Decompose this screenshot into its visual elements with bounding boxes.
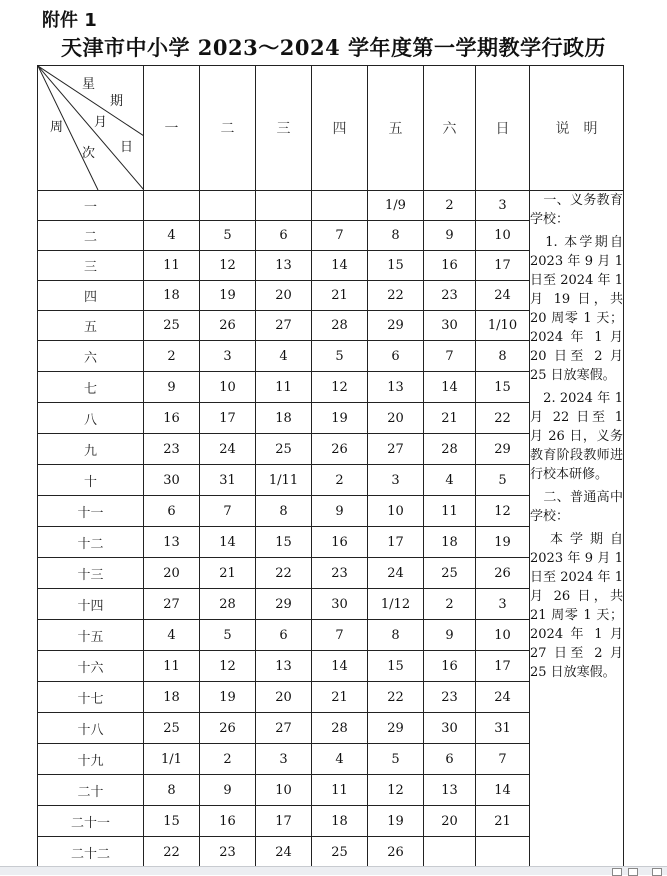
week-label: 五 [38,311,144,341]
date-cell: 12 [312,372,368,403]
date-cell: 24 [476,682,530,713]
date-cell: 11 [144,251,200,281]
date-cell: 15 [144,806,200,837]
date-cell: 7 [312,620,368,651]
date-cell: 3 [476,191,530,221]
date-cell: 7 [476,744,530,775]
week-label: 二 [38,221,144,251]
date-cell: 29 [368,311,424,341]
date-cell: 24 [368,558,424,589]
week-label: 一 [38,191,144,221]
date-cell: 6 [256,620,312,651]
date-cell: 4 [424,465,476,496]
date-cell: 21 [312,281,368,311]
date-cell: 7 [312,221,368,251]
day-header-thu: 四 [312,66,368,191]
date-cell: 13 [144,527,200,558]
date-cell: 19 [200,682,256,713]
date-cell: 22 [476,403,530,434]
date-cell: 9 [424,620,476,651]
week-label: 十二 [38,527,144,558]
day-header-tue: 二 [200,66,256,191]
date-cell: 11 [144,651,200,682]
date-cell: 3 [368,465,424,496]
date-cell: 1/10 [476,311,530,341]
date-cell: 5 [200,620,256,651]
date-cell: 25 [144,311,200,341]
note-paragraph: 本学期自 2023 年 9 月 1 日至 2024 年 1 月 26 日，共 21 周零 1 天；2024 年 1 月 27 日至 2 月 25 日放寒假。 [530,532,623,680]
date-cell: 13 [256,651,312,682]
date-cell: 1/12 [368,589,424,620]
date-cell: 31 [200,465,256,496]
notes-cell [530,191,624,868]
date-cell: 16 [144,403,200,434]
date-cell: 4 [144,221,200,251]
date-cell: 17 [368,527,424,558]
date-cell: 7 [424,341,476,372]
date-cell: 8 [368,221,424,251]
date-cell: 25 [256,434,312,465]
date-cell [200,191,256,221]
date-cell: 20 [256,682,312,713]
week-label: 四 [38,281,144,311]
date-cell: 4 [256,341,312,372]
calendar-table [37,65,624,868]
day-header-sat: 六 [424,66,476,191]
week-label: 二十一 [38,806,144,837]
date-cell: 31 [476,713,530,744]
date-cell: 28 [312,311,368,341]
date-cell: 2 [144,341,200,372]
date-cell: 9 [144,372,200,403]
date-cell: 21 [312,682,368,713]
date-cell: 28 [312,713,368,744]
week-label: 十四 [38,589,144,620]
date-cell: 5 [368,744,424,775]
date-cell: 28 [200,589,256,620]
week-label: 十五 [38,620,144,651]
date-cell: 6 [256,221,312,251]
date-cell: 2 [424,191,476,221]
date-cell [476,837,530,868]
week-label: 九 [38,434,144,465]
date-cell: 24 [256,837,312,868]
corner-label-qi: 期 [110,94,124,109]
date-cell [424,837,476,868]
day-header-wed: 三 [256,66,312,191]
date-cell: 8 [144,775,200,806]
week-label: 二十二 [38,837,144,868]
date-cell: 29 [256,589,312,620]
note-paragraph: 一、义务教育学校： [530,193,623,227]
date-cell: 18 [144,281,200,311]
date-cell: 23 [200,837,256,868]
date-cell [144,191,200,221]
date-cell: 3 [256,744,312,775]
page-view-icon[interactable] [612,868,622,876]
date-cell: 16 [200,806,256,837]
week-label: 十一 [38,496,144,527]
date-cell: 15 [368,651,424,682]
layout-icon[interactable] [652,868,662,876]
corner-header [38,66,144,191]
date-cell: 27 [256,713,312,744]
note-paragraph: 1. 本学期自 2023 年 9 月 1 日至 2024 年 1 月 19 日，共 20 周零 1 天；2024 年 1 月 20 日至 2 月 25 日放寒假。 [530,235,623,383]
date-cell: 9 [312,496,368,527]
date-cell: 30 [424,311,476,341]
attachment-label: 附件 1 [42,10,97,31]
date-cell: 1/11 [256,465,312,496]
date-cell: 22 [256,558,312,589]
date-cell: 18 [144,682,200,713]
date-cell: 6 [144,496,200,527]
date-cell: 24 [200,434,256,465]
week-label: 十八 [38,713,144,744]
date-cell: 21 [424,403,476,434]
week-label: 十九 [38,744,144,775]
date-cell: 10 [476,620,530,651]
date-cell [256,191,312,221]
date-cell: 23 [144,434,200,465]
date-cell: 2 [200,744,256,775]
date-cell: 19 [368,806,424,837]
week-label: 七 [38,372,144,403]
date-cell: 26 [200,713,256,744]
date-cell: 14 [312,251,368,281]
date-cell: 1/9 [368,191,424,221]
date-cell: 13 [368,372,424,403]
date-cell: 18 [312,806,368,837]
date-cell: 10 [256,775,312,806]
date-cell: 12 [368,775,424,806]
date-cell: 19 [312,403,368,434]
date-cell: 23 [424,281,476,311]
date-cell: 11 [312,775,368,806]
date-cell: 17 [476,251,530,281]
date-cell: 15 [476,372,530,403]
date-cell: 11 [256,372,312,403]
date-cell: 11 [424,496,476,527]
date-cell: 3 [476,589,530,620]
date-cell: 14 [476,775,530,806]
week-label: 十六 [38,651,144,682]
date-cell: 5 [200,221,256,251]
date-cell: 19 [476,527,530,558]
date-cell: 27 [256,311,312,341]
date-cell: 5 [312,341,368,372]
date-cell: 30 [312,589,368,620]
date-cell: 21 [476,806,530,837]
note-paragraph: 2. 2024 年 1 月 22 日至 1 月 26 日，义务教育阶段教师进行校本研修。 [530,391,623,482]
date-cell: 3 [200,341,256,372]
week-label: 三 [38,251,144,281]
date-cell: 10 [368,496,424,527]
date-cell: 8 [368,620,424,651]
notes-header: 说 明 [530,66,624,191]
corner-label-ri: 日 [120,140,134,155]
week-row [38,191,624,221]
date-cell: 22 [144,837,200,868]
date-cell: 30 [144,465,200,496]
date-cell: 24 [476,281,530,311]
date-cell: 15 [256,527,312,558]
date-cell: 5 [476,465,530,496]
date-cell: 27 [368,434,424,465]
date-cell: 20 [144,558,200,589]
date-cell: 7 [200,496,256,527]
week-label: 六 [38,341,144,372]
week-label: 十 [38,465,144,496]
date-cell: 14 [424,372,476,403]
date-cell: 22 [368,281,424,311]
date-cell: 13 [424,775,476,806]
page-title: 天津市中小学 2023～2024 学年度第一学期教学行政历 [60,35,606,60]
date-cell: 18 [256,403,312,434]
date-cell: 28 [424,434,476,465]
date-cell: 22 [368,682,424,713]
date-cell: 20 [368,403,424,434]
date-cell: 2 [424,589,476,620]
date-cell: 14 [312,651,368,682]
week-label: 十七 [38,682,144,713]
date-cell: 30 [424,713,476,744]
date-cell: 26 [476,558,530,589]
date-cell: 26 [368,837,424,868]
date-cell: 16 [424,251,476,281]
date-cell [312,191,368,221]
date-cell: 29 [476,434,530,465]
date-cell: 6 [368,341,424,372]
date-cell: 15 [368,251,424,281]
date-cell: 16 [312,527,368,558]
corner-label-xing: 星 [82,77,96,92]
date-cell: 17 [476,651,530,682]
date-cell: 25 [312,837,368,868]
date-cell: 10 [200,372,256,403]
date-cell: 13 [256,251,312,281]
date-cell: 17 [200,403,256,434]
date-cell: 8 [256,496,312,527]
date-cell: 27 [144,589,200,620]
date-cell: 2 [312,465,368,496]
date-cell: 6 [424,744,476,775]
date-cell: 26 [312,434,368,465]
week-label: 八 [38,403,144,434]
date-cell: 25 [144,713,200,744]
date-cell: 9 [424,221,476,251]
date-cell: 12 [476,496,530,527]
date-cell: 17 [256,806,312,837]
corner-label-yue: 月 [94,115,108,130]
date-cell: 12 [200,651,256,682]
date-cell: 18 [424,527,476,558]
date-cell: 19 [200,281,256,311]
date-cell: 21 [200,558,256,589]
day-header-mon: 一 [144,66,200,191]
date-cell: 20 [256,281,312,311]
zoom-icon[interactable] [628,868,638,876]
date-cell: 8 [476,341,530,372]
date-cell: 16 [424,651,476,682]
date-cell: 9 [200,775,256,806]
date-cell: 14 [200,527,256,558]
day-header-sun: 日 [476,66,530,191]
date-cell: 12 [200,251,256,281]
day-header-fri: 五 [368,66,424,191]
date-cell: 10 [476,221,530,251]
calendar-body [38,191,624,868]
week-label: 二十 [38,775,144,806]
week-label: 十三 [38,558,144,589]
date-cell: 29 [368,713,424,744]
date-cell: 26 [200,311,256,341]
date-cell: 23 [312,558,368,589]
date-cell: 1/1 [144,744,200,775]
corner-label-ci: 次 [82,146,96,161]
corner-label-zhou: 周 [50,120,64,135]
note-paragraph: 二、普通高中学校： [530,490,623,524]
date-cell: 4 [312,744,368,775]
date-cell: 20 [424,806,476,837]
date-cell: 23 [424,682,476,713]
date-cell: 25 [424,558,476,589]
date-cell: 4 [144,620,200,651]
